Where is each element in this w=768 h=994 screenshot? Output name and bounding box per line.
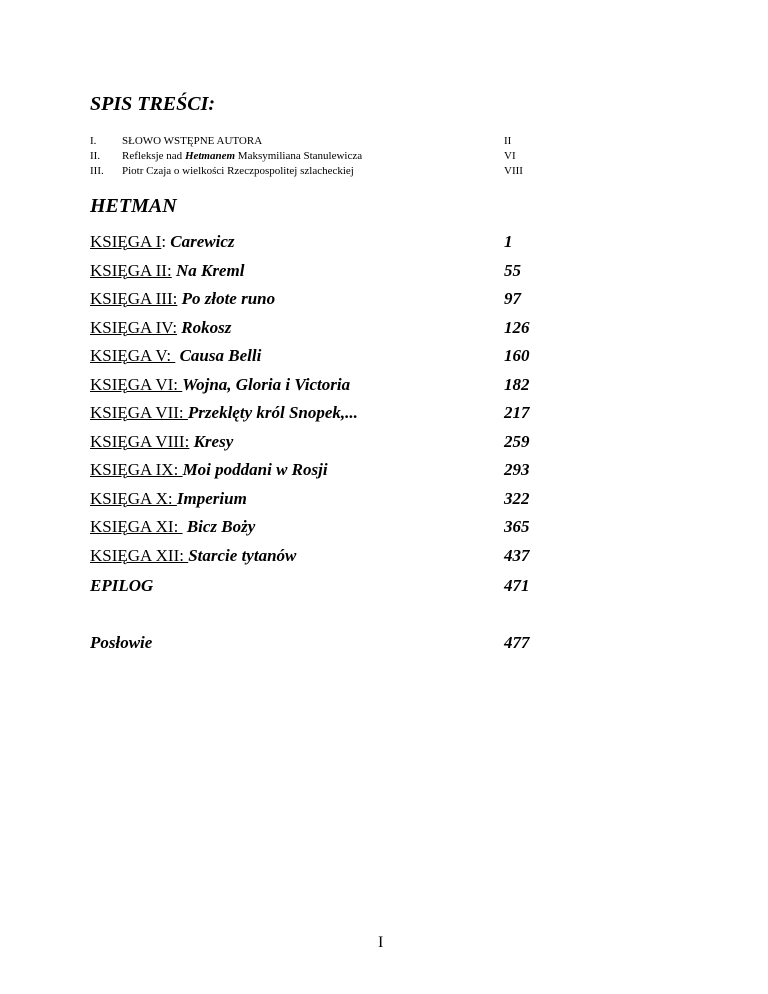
book-title: Bicz Boży	[186, 517, 256, 536]
book-entry	[90, 314, 550, 343]
book-entry	[90, 342, 550, 371]
book-title: Kresy	[193, 431, 234, 451]
epilog-page: 471	[504, 576, 530, 595]
book-title: Moi poddani w Rosji	[182, 460, 328, 479]
book-entry	[90, 371, 550, 400]
book-entry	[90, 257, 550, 286]
book-title: Carewicz	[170, 232, 235, 251]
front-matter-title	[122, 134, 262, 149]
book-label	[90, 257, 244, 286]
front-matter-page: II	[504, 135, 512, 147]
book-label	[90, 513, 255, 542]
front-matter-title-part: Hetmanem	[184, 150, 236, 162]
book-label-text: KSIĘGA V:	[90, 346, 176, 365]
front-matter-item	[90, 164, 550, 179]
book-page: 1	[504, 232, 513, 251]
book-label	[90, 399, 358, 428]
book-label	[90, 542, 296, 571]
front-matter-number: II.	[90, 150, 101, 162]
front-matter-title-part: Maksymiliana Stanulewicza	[235, 150, 363, 162]
book-label	[90, 485, 247, 514]
book-title: Wojna, Gloria i Victoria	[182, 374, 351, 394]
front-matter-title-part: Refleksje nad	[122, 150, 185, 162]
book-separator: :	[161, 232, 171, 251]
book-page: 259	[504, 431, 530, 451]
epilog-label: EPILOG	[90, 576, 154, 595]
book-title: Na Kreml	[175, 260, 245, 280]
front-matter-title-part: SŁOWO WSTĘPNE AUTORA	[122, 135, 263, 147]
front-matter-number: I.	[90, 135, 97, 147]
front-matter-item	[90, 149, 550, 164]
book-label	[90, 428, 233, 457]
book-label	[90, 314, 231, 343]
book-label-text: KSIĘGA IV:	[90, 317, 178, 337]
toc-heading: SPIS TREŚCI:	[90, 93, 216, 115]
book-label-text: KSIĘGA I	[90, 232, 162, 251]
book-page: 160	[504, 346, 530, 365]
book-title: Po złote runo	[181, 289, 276, 308]
book-page: 365	[504, 517, 530, 536]
front-matter-number: III.	[90, 165, 104, 177]
book-page: 293	[504, 460, 530, 479]
book-page: 437	[504, 545, 530, 565]
book-label-text: KSIĘGA II:	[90, 260, 172, 280]
book-label	[90, 228, 235, 257]
book-title: Starcie tytanów	[188, 545, 297, 565]
book-title: Imperium	[176, 488, 247, 508]
book-page: 97	[504, 289, 521, 308]
book-entry	[90, 399, 550, 428]
epilog-entry	[90, 572, 550, 600]
book-label-text: KSIĘGA VII:	[90, 403, 188, 422]
book-entry	[90, 456, 550, 485]
front-matter-list	[90, 134, 550, 179]
book-page: 182	[504, 374, 530, 394]
book-page: 322	[504, 488, 530, 508]
book-entry	[90, 542, 550, 571]
front-matter-page: VI	[504, 150, 516, 162]
front-matter-title-part: Piotr Czaja o wielkości Rzeczpospolitej szlacheckiej	[122, 165, 354, 177]
book-label	[90, 285, 275, 314]
book-page: 55	[504, 260, 521, 280]
front-matter-title	[122, 149, 362, 164]
book-label-text: KSIĘGA XI:	[90, 517, 183, 536]
front-matter-page: VIII	[504, 165, 523, 177]
book-label	[90, 342, 261, 371]
book-list	[90, 228, 550, 570]
book-label-text: KSIĘGA IX:	[90, 460, 183, 479]
poslowie-label: Posłowie	[90, 633, 153, 652]
book-label	[90, 371, 350, 400]
poslowie-page: 477	[504, 633, 530, 652]
book-entry	[90, 285, 550, 314]
page-number: I	[378, 934, 384, 951]
book-title: Rokosz	[181, 317, 232, 337]
book-entry	[90, 513, 550, 542]
book-page: 126	[504, 317, 530, 337]
book-title: Causa Belli	[179, 346, 262, 365]
section-heading: HETMAN	[90, 195, 177, 217]
book-label-text: KSIĘGA VIII:	[90, 431, 190, 451]
book-label-text: KSIĘGA X:	[90, 488, 177, 508]
front-matter-title	[122, 164, 354, 179]
front-matter-item	[90, 134, 550, 149]
book-title: Przeklęty król Snopek,...	[187, 403, 358, 422]
book-entry	[90, 228, 550, 257]
book-label	[90, 456, 328, 485]
book-entry	[90, 485, 550, 514]
poslowie-entry	[90, 629, 550, 657]
book-label-text: KSIĘGA XII:	[90, 545, 189, 565]
book-label-text: KSIĘGA VI:	[90, 374, 183, 394]
book-entry	[90, 428, 550, 457]
book-page: 217	[504, 403, 530, 422]
book-label-text: KSIĘGA III:	[90, 289, 178, 308]
